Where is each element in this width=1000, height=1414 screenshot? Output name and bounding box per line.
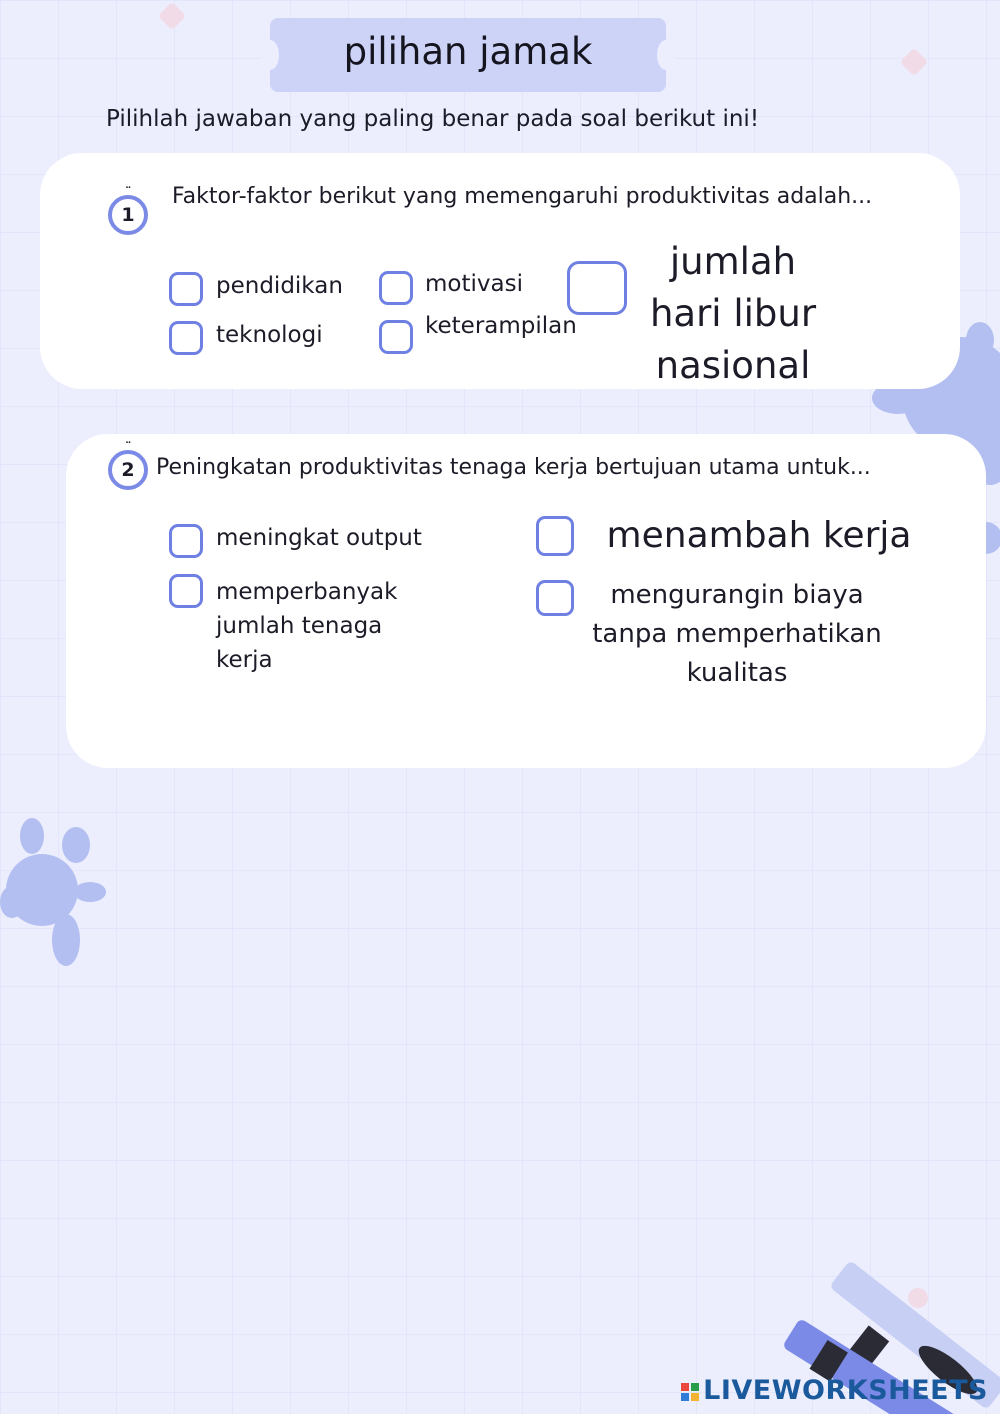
checkbox-menambah-kerja[interactable] bbox=[536, 516, 574, 556]
brand-name: LIVEWORKSHEETS bbox=[703, 1375, 988, 1406]
checkbox-pendidikan[interactable] bbox=[169, 272, 203, 306]
brand-grid-icon bbox=[681, 1383, 699, 1401]
option-label-memperbanyak: memperbanyak jumlah tenaga kerja bbox=[216, 579, 398, 673]
question-text: Peningkatan produktivitas tenaga kerja bertujuan utama untuk... bbox=[156, 455, 871, 480]
checkbox-memperbanyak[interactable] bbox=[169, 574, 203, 608]
option-label-meningkat-output: meningkat output bbox=[216, 525, 422, 551]
question-number: 2 bbox=[121, 459, 135, 481]
option-label-jumlah-hari-libur: jumlah hari libur nasional bbox=[649, 240, 817, 387]
option-label-motivasi: motivasi bbox=[425, 271, 523, 297]
tick-mark-icon: ¨ bbox=[125, 441, 132, 456]
paint-splash-icon bbox=[0, 818, 106, 966]
diamond-icon bbox=[900, 48, 928, 76]
page-title: pilihan jamak bbox=[343, 30, 593, 73]
checkbox-motivasi[interactable] bbox=[379, 271, 413, 305]
checkbox-keterampilan[interactable] bbox=[379, 320, 413, 354]
question-text: Faktor-faktor berikut yang memengaruhi produktivitas adalah... bbox=[172, 184, 873, 209]
option-label-mengurangin: mengurangin biaya tanpa memperhatikan kualitas bbox=[592, 580, 882, 688]
question-number-badge bbox=[108, 186, 148, 235]
question-number-badge bbox=[108, 441, 148, 490]
option-label-menambah-kerja: menambah kerja bbox=[606, 515, 912, 556]
checkbox-mengurangin[interactable] bbox=[536, 580, 574, 616]
tick-mark-icon: ¨ bbox=[125, 186, 132, 201]
checkbox-jumlah-hari-libur[interactable] bbox=[567, 261, 627, 315]
brand-logo bbox=[681, 1375, 988, 1406]
option-label-teknologi: teknologi bbox=[216, 322, 323, 348]
option-label-keterampilan: keterampilan bbox=[425, 313, 577, 339]
instructions-text: Pilihlah jawaban yang paling benar pada soal berikut ini! bbox=[106, 106, 760, 132]
question-number: 1 bbox=[121, 204, 135, 226]
diamond-icon bbox=[158, 2, 186, 30]
checkbox-teknologi[interactable] bbox=[169, 321, 203, 355]
checkbox-meningkat-output[interactable] bbox=[169, 524, 203, 558]
option-label-pendidikan: pendidikan bbox=[216, 273, 343, 299]
